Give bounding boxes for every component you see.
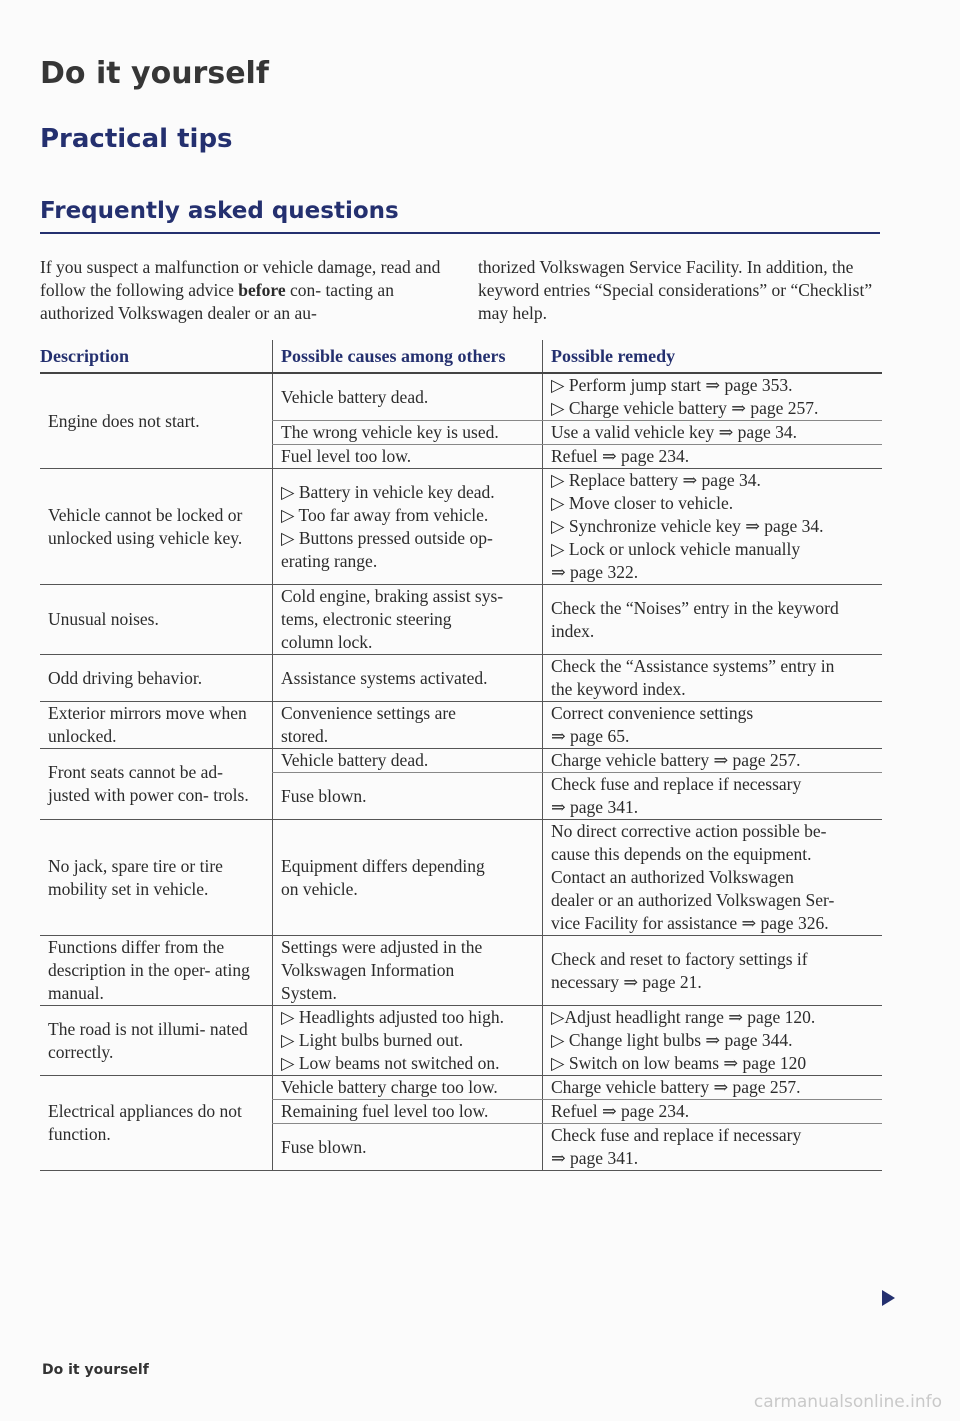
remedy-cell: [542, 936, 882, 1005]
remedy-line: ▷ Lock or unlock vehicle manually: [551, 539, 801, 559]
cause-line: Fuse blown.: [281, 785, 367, 806]
intro-left: If you suspect a malfunction or vehicle damage, read and follow the following advice before con- tacting an authorized Volkswagen dealer or an au-: [40, 257, 441, 323]
row-description: Electrical appliances do not function.: [48, 1101, 242, 1144]
cause-cell: [272, 702, 542, 748]
remedy-line: ▷ Move closer to vehicle.: [551, 493, 734, 513]
cause-line: Vehicle battery dead.: [281, 386, 429, 407]
cause-line: on vehicle.: [281, 878, 358, 899]
remedy-line: the keyword index.: [551, 679, 686, 699]
row-description: No jack, spare tire or tire mobility set in vehicle.: [48, 855, 223, 899]
remedy-cell: [542, 655, 882, 701]
next-page-arrow-icon: [882, 1290, 895, 1306]
header-causes: Possible causes among others: [272, 340, 542, 372]
remedy-cell: [542, 585, 882, 654]
table-header: [40, 340, 882, 374]
remedy-line: ▷ Switch on low beams ⇒ page 120: [551, 1053, 807, 1073]
cause-cell: [272, 374, 542, 420]
remedy-cell: [542, 749, 882, 772]
remedy-line: necessary ⇒ page 21.: [551, 971, 702, 992]
table-row: [40, 585, 882, 655]
remedy-cell: [542, 374, 882, 420]
remedy-line: ⇒ page 341.: [551, 1148, 639, 1168]
remedy-cell: [542, 469, 882, 584]
section-title: Practical tips: [40, 124, 233, 154]
cause-line: Remaining fuel level too low.: [281, 1101, 489, 1121]
cause-line: ▷ Headlights adjusted too high.: [281, 1007, 504, 1027]
cause-line: ▷ Battery in vehicle key dead.: [281, 481, 495, 502]
remedy-cell: [542, 773, 882, 819]
remedy-line: Check and reset to factory settings if: [551, 948, 808, 969]
row-description: Engine does not start.: [48, 410, 200, 431]
cause-remedy-row: [272, 749, 882, 773]
remedy-line: vice Facility for assistance ⇒ page 326.: [551, 913, 829, 933]
page-footer: Do it yourself: [42, 1362, 149, 1378]
remedy-line: ▷ Charge vehicle battery ⇒ page 257.: [551, 398, 819, 418]
table-row: [40, 820, 882, 936]
remedy-line: ⇒ page 341.: [551, 797, 639, 817]
remedy-cell: [542, 1076, 882, 1099]
cause-line: erating range.: [281, 550, 378, 571]
cause-cell: [272, 1076, 542, 1099]
cause-remedy-row: [272, 655, 882, 701]
cause-cell: [272, 655, 542, 701]
table-row: [40, 1006, 882, 1076]
cause-remedy-row: [272, 585, 882, 654]
remedy-line: Check fuse and replace if necessary: [551, 774, 802, 794]
row-description: Odd driving behavior.: [48, 667, 203, 688]
table-row: [40, 469, 882, 585]
cause-line: Assistance systems activated.: [281, 667, 488, 688]
remedy-line: Check the “Assistance systems” entry in: [551, 656, 835, 676]
remedy-line: ▷ Perform jump start ⇒ page 353.: [551, 375, 793, 395]
cause-line: Volkswagen Information: [281, 960, 455, 980]
cause-remedy-row: [272, 936, 882, 1005]
table-row: [40, 655, 882, 702]
cause-line: ▷ Buttons pressed outside op-: [281, 527, 493, 548]
cause-cell: [272, 1100, 542, 1123]
remedy-line: Charge vehicle battery ⇒ page 257.: [551, 1077, 801, 1097]
cause-line: Fuel level too low.: [281, 446, 412, 466]
cause-remedy-row: [272, 445, 882, 468]
remedy-line: ▷ Change light bulbs ⇒ page 344.: [551, 1030, 793, 1050]
cause-cell: [272, 936, 542, 1005]
cause-cell: [272, 749, 542, 772]
remedy-line: ▷ Replace battery ⇒ page 34.: [551, 470, 761, 490]
table-body: [40, 374, 882, 1171]
remedy-line: cause this depends on the equipment.: [551, 844, 812, 864]
remedy-line: index.: [551, 620, 595, 641]
heading-rule: [40, 232, 880, 234]
remedy-line: Check fuse and replace if necessary: [551, 1125, 802, 1145]
cause-remedy-row: [272, 1076, 882, 1100]
cause-line: Vehicle battery dead.: [281, 750, 429, 770]
watermark: carmanualsonline.info: [753, 1392, 942, 1412]
remedy-line: Correct convenience settings: [551, 703, 754, 723]
remedy-cell: [542, 421, 882, 444]
cause-line: Equipment differs depending: [281, 855, 485, 876]
cause-cell: [272, 445, 542, 468]
cause-cell: [272, 1124, 542, 1170]
remedy-line: Refuel ⇒ page 234.: [551, 446, 690, 466]
cause-line: Cold engine, braking assist sys-: [281, 586, 504, 606]
row-description: Functions differ from the description in the oper- ating manual.: [48, 937, 250, 1003]
table-row: [40, 374, 882, 469]
row-description: Vehicle cannot be locked or unlocked using vehicle key.: [48, 504, 243, 548]
cause-line: System.: [281, 983, 337, 1003]
intro-right: thorized Volkswagen Service Facility. In addition, the keyword entries “Special considerations” or “Checklist” may help.: [478, 257, 873, 323]
cause-remedy-row: [272, 1006, 882, 1075]
remedy-line: ⇒ page 322.: [551, 562, 639, 582]
cause-remedy-row: [272, 421, 882, 445]
remedy-line: No direct corrective action possible be-: [551, 821, 827, 841]
remedy-cell: [542, 1124, 882, 1170]
cause-line: The wrong vehicle key is used.: [281, 422, 499, 442]
remedy-line: dealer or an authorized Volkswagen Ser-: [551, 890, 835, 910]
cause-line: stored.: [281, 726, 329, 746]
cause-remedy-row: [272, 1100, 882, 1124]
cause-line: Vehicle battery charge too low.: [281, 1077, 498, 1097]
remedy-line: Charge vehicle battery ⇒ page 257.: [551, 750, 801, 770]
cause-remedy-row: [272, 820, 882, 935]
table-row: [40, 936, 882, 1006]
row-description: Exterior mirrors move when unlocked.: [48, 703, 247, 746]
remedy-cell: [542, 702, 882, 748]
remedy-line: ⇒ page 65.: [551, 726, 630, 746]
topic-title: Frequently asked questions: [40, 198, 399, 224]
cause-line: tems, electronic steering: [281, 609, 452, 629]
cause-line: Settings were adjusted in the: [281, 937, 483, 957]
cause-cell: [272, 585, 542, 654]
cause-line: Convenience settings are: [281, 703, 456, 723]
remedy-line: Contact an authorized Volkswagen: [551, 867, 794, 887]
cause-remedy-row: [272, 1124, 882, 1170]
table-row: [40, 749, 882, 820]
row-description: Unusual noises.: [48, 609, 159, 629]
cause-cell: [272, 469, 542, 584]
cause-line: ▷ Light bulbs burned out.: [281, 1030, 464, 1050]
faq-table: [40, 340, 882, 1171]
chapter-title: Do it yourself: [40, 56, 269, 91]
table-row: [40, 1076, 882, 1171]
row-description: The road is not illumi- nated correctly.: [48, 1018, 248, 1062]
remedy-line: Check the “Noises” entry in the keyword: [551, 597, 839, 618]
header-description: Description: [40, 346, 129, 366]
cause-cell: [272, 1006, 542, 1075]
cause-remedy-row: [272, 773, 882, 819]
header-remedy: Possible remedy: [542, 340, 882, 372]
cause-line: ▷ Too far away from vehicle.: [281, 504, 489, 525]
cause-cell: [272, 421, 542, 444]
remedy-cell: [542, 1100, 882, 1123]
remedy-line: ▷ Synchronize vehicle key ⇒ page 34.: [551, 516, 824, 536]
cause-line: column lock.: [281, 632, 373, 652]
remedy-line: Use a valid vehicle key ⇒ page 34.: [551, 422, 797, 442]
table-row: [40, 702, 882, 749]
cause-remedy-row: [272, 374, 882, 421]
cause-cell: [272, 820, 542, 935]
remedy-cell: [542, 445, 882, 468]
remedy-cell: [542, 1006, 882, 1075]
remedy-cell: [542, 820, 882, 935]
cause-line: Fuse blown.: [281, 1136, 367, 1157]
cause-remedy-row: [272, 469, 882, 584]
row-description: Front seats cannot be ad- justed with power con- trols.: [48, 762, 249, 805]
remedy-line: Refuel ⇒ page 234.: [551, 1101, 690, 1121]
remedy-line: ▷Adjust headlight range ⇒ page 120.: [551, 1007, 816, 1027]
cause-remedy-row: [272, 702, 882, 748]
cause-cell: [272, 773, 542, 819]
cause-line: ▷ Low beams not switched on.: [281, 1053, 500, 1073]
